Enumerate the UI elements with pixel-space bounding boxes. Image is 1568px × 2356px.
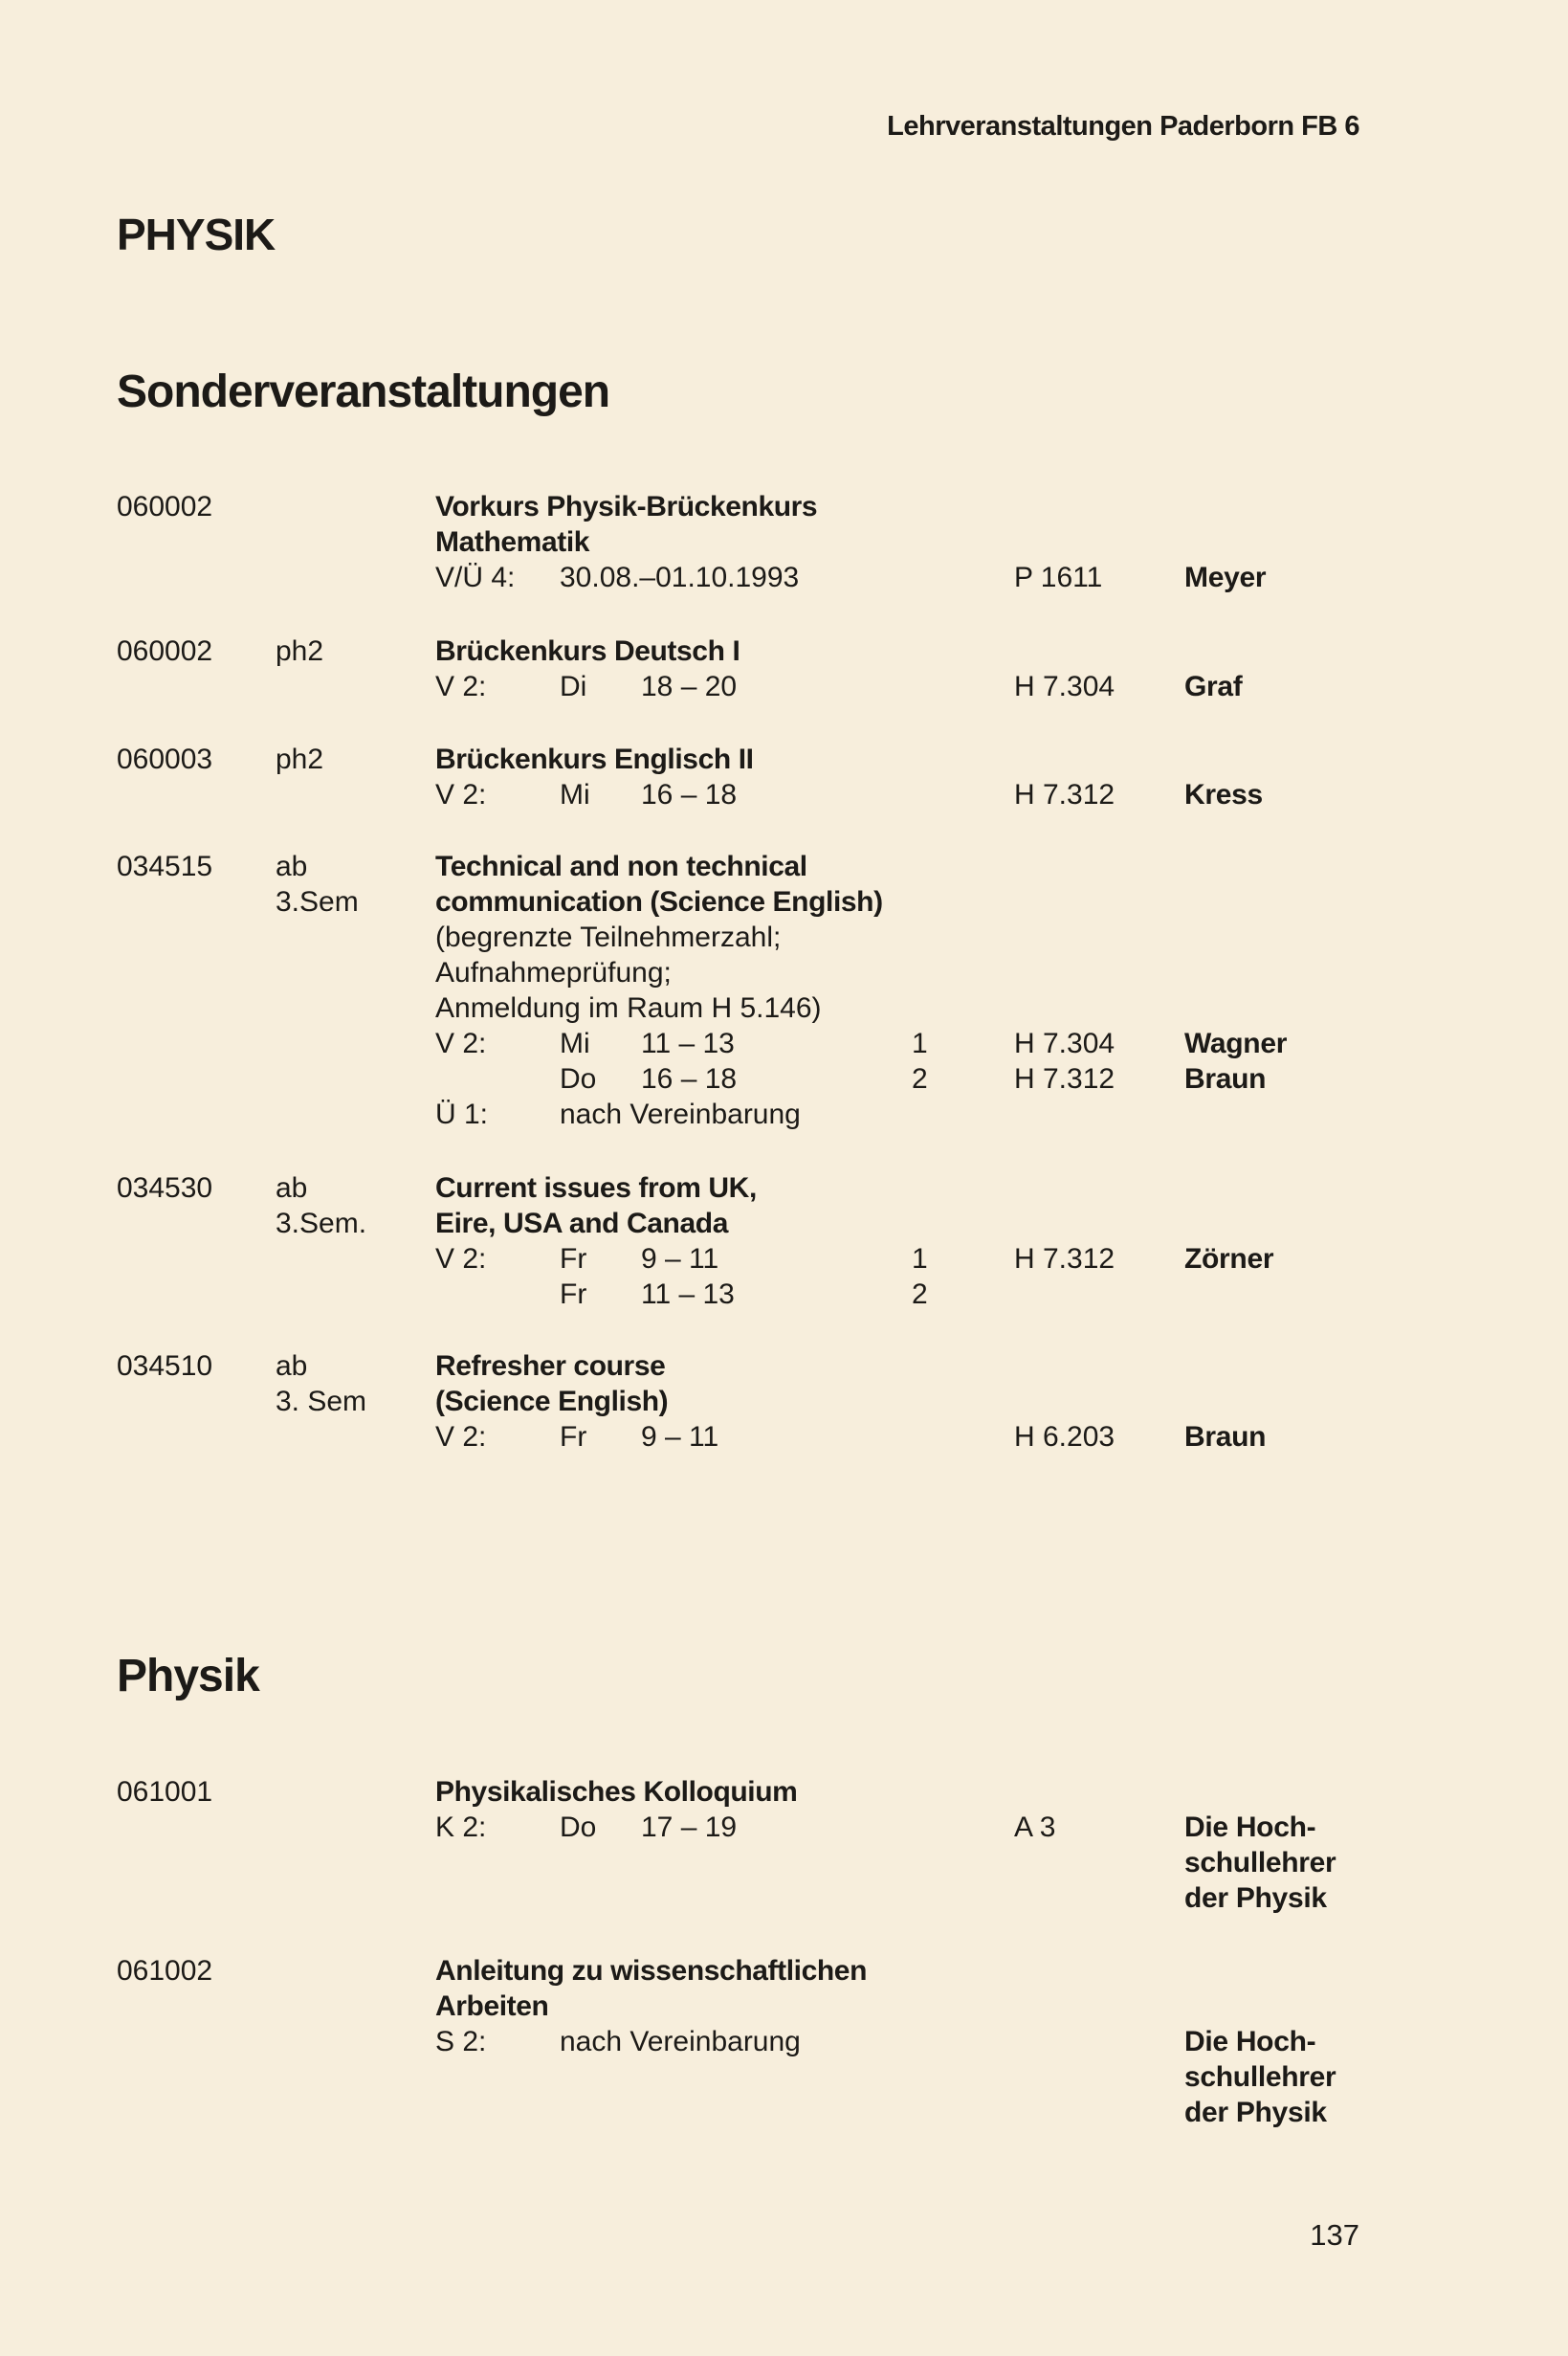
course-lecturer: Die Hoch- schullehrer der Physik (1184, 1811, 1336, 1914)
running-header: Lehrveranstaltungen Paderborn FB 6 (887, 111, 1359, 142)
course-date: 30.08.–01.10.1993 (560, 562, 800, 593)
course-type: V 2: (435, 1243, 487, 1275)
course-type: V/Ü 4: (435, 562, 516, 593)
course-group: 2 (912, 1278, 928, 1310)
course-time: 9 – 11 (641, 1243, 719, 1275)
course-title: Physikalisches Kolloquium (435, 1776, 798, 1808)
course-semester: ab 3.Sem (276, 851, 359, 918)
course-time: 11 – 13 (641, 1028, 735, 1059)
course-number: 061001 (117, 1776, 213, 1808)
page-number: 137 (1310, 2218, 1359, 2252)
course-semester: ab 3.Sem. (276, 1172, 367, 1239)
course-title: Vorkurs Physik-Brückenkurs Mathematik (435, 491, 818, 558)
course-day: Fr (560, 1421, 587, 1453)
course-lecturer: Die Hoch- schullehrer der Physik (1184, 2026, 1336, 2128)
course-time: 9 – 11 (641, 1421, 719, 1453)
course-type: V 2: (435, 1421, 487, 1453)
course-schedule-note: nach Vereinbarung (560, 2026, 801, 2057)
course-title: Brückenkurs Englisch II (435, 744, 754, 775)
course-type: S 2: (435, 2026, 487, 2057)
course-number: 034530 (117, 1172, 213, 1204)
course-room: H 7.304 (1014, 671, 1115, 702)
course-time: 18 – 20 (641, 671, 738, 702)
course-day: Fr (560, 1278, 587, 1310)
course-schedule-note: nach Vereinbarung (560, 1099, 801, 1130)
course-day: Fr (560, 1243, 587, 1275)
course-day: Do (560, 1063, 597, 1095)
course-number: 034510 (117, 1350, 213, 1382)
course-semester: ab 3. Sem (276, 1350, 367, 1417)
course-group: 1 (912, 1243, 928, 1275)
course-day: Di (560, 671, 587, 702)
course-number: 060002 (117, 635, 213, 667)
course-note: (begrenzte Teilnehmerzahl; Aufnahmeprüfung; Anmeldung im Raum H 5.146) (435, 922, 822, 1024)
course-room: A 3 (1014, 1811, 1056, 1843)
course-number: 060003 (117, 744, 213, 775)
course-room: H 7.304 (1014, 1028, 1115, 1059)
course-room: H 7.312 (1014, 1243, 1115, 1275)
course-room: H 7.312 (1014, 1063, 1115, 1095)
course-day: Do (560, 1811, 597, 1843)
course-type: V 2: (435, 671, 487, 702)
course-number: 034515 (117, 851, 213, 882)
course-time: 17 – 19 (641, 1811, 738, 1843)
course-lecturer: Meyer (1184, 562, 1267, 593)
course-type: Ü 1: (435, 1099, 489, 1130)
course-room: P 1611 (1014, 562, 1103, 593)
course-lecturer: Zörner (1184, 1243, 1274, 1275)
course-title: Brückenkurs Deutsch I (435, 635, 740, 667)
course-lecturer: Kress (1184, 779, 1263, 811)
schedule-line (0, 1419, 1568, 1455)
course-time: 16 – 18 (641, 779, 738, 811)
course-semester: ph2 (276, 635, 324, 667)
course-title: Technical and non technical communication (Science English) (435, 851, 883, 918)
course-number: 060002 (117, 491, 213, 522)
schedule-line (0, 669, 1568, 704)
section-title-sonderveranstaltungen: Sonderveranstaltungen (117, 367, 610, 417)
schedule-line (0, 1061, 1568, 1097)
course-lecturer: Braun (1184, 1063, 1267, 1095)
course-time: 11 – 13 (641, 1278, 735, 1310)
course-lecturer: Braun (1184, 1421, 1267, 1453)
course-type: V 2: (435, 1028, 487, 1059)
course-title: Current issues from UK, Eire, USA and Canada (435, 1172, 757, 1239)
course-group: 2 (912, 1063, 928, 1095)
course-lecturer: Wagner (1184, 1028, 1288, 1059)
course-day: Mi (560, 1028, 590, 1059)
page-title: PHYSIK (117, 210, 276, 259)
course-type: K 2: (435, 1811, 487, 1843)
course-number: 061002 (117, 1955, 213, 1987)
section-title-physik: Physik (117, 1651, 259, 1701)
schedule-line (0, 1277, 1568, 1312)
schedule-line (0, 1241, 1568, 1277)
course-day: Mi (560, 779, 590, 811)
course-room: H 6.203 (1014, 1421, 1115, 1453)
course-semester: ph2 (276, 744, 324, 775)
course-room: H 7.312 (1014, 779, 1115, 811)
schedule-line (0, 777, 1568, 812)
schedule-line (0, 1097, 1568, 1132)
course-group: 1 (912, 1028, 928, 1059)
schedule-line (0, 1026, 1568, 1061)
course-lecturer: Graf (1184, 671, 1243, 702)
course-title: Anleitung zu wissenschaftlichen Arbeiten (435, 1955, 868, 2022)
course-time: 16 – 18 (641, 1063, 738, 1095)
course-type: V 2: (435, 779, 487, 811)
course-title: Refresher course (Science English) (435, 1350, 669, 1417)
schedule-line (0, 560, 1568, 595)
